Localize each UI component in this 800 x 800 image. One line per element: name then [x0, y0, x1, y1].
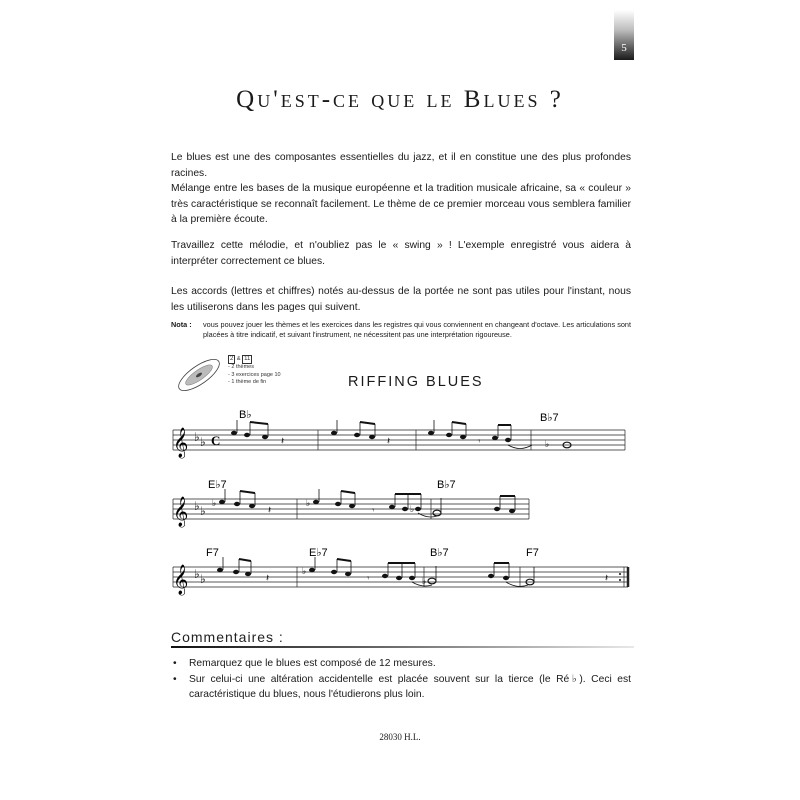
chord-symbol: F7 [526, 547, 539, 559]
rest-icon: 𝄽 [387, 436, 391, 447]
repeat-dot [619, 573, 621, 575]
treble-clef-icon: 𝄞 [173, 565, 189, 595]
cd-item-2: - 3 exercices page 10 [228, 371, 281, 378]
page-title: Qu'est-ce que le Blues ? [236, 86, 564, 113]
rest-icon: 𝄾 [367, 574, 370, 584]
nota-text: vous pouvez jouer les thèmes et les exercices dans les registres qui vous conviennent en changeant d'octave. Les articulations sont placées à titre indicatif, et suivant l'instrument, ne nécessitent pas une interprétation rigoureuse. [203, 320, 631, 339]
flat-icon: ♭ [194, 567, 200, 581]
repeat-dot [619, 579, 621, 581]
flat-icon: ♭ [545, 440, 550, 450]
cd-amp: & [236, 356, 241, 362]
flat-icon: ♭ [194, 499, 200, 513]
comments-divider [171, 646, 634, 648]
flat-icon: ♭ [200, 435, 206, 449]
chord-symbol: E♭7 [309, 547, 328, 559]
treble-clef-icon: 𝄞 [173, 497, 189, 527]
cd-item-1: - 2 thèmes [228, 364, 254, 370]
stems-row-3 [223, 557, 534, 582]
rest-icon: 𝄽 [268, 505, 272, 516]
staff-2 [173, 499, 529, 519]
rest-icon: 𝄽 [605, 573, 609, 584]
rest-icon: 𝄽 [266, 573, 270, 584]
flat-icon: ♭ [302, 567, 307, 577]
comment-item [171, 672, 631, 703]
time-signature: C [211, 433, 221, 448]
cd-track-b: 11 [244, 356, 251, 362]
cd-item-3: - 1 thème de fin [228, 379, 267, 385]
flat-icon: ♭ [200, 572, 206, 586]
page-footer: 28030 H.L. [379, 732, 421, 742]
tie [508, 445, 532, 449]
comments-list [171, 656, 631, 703]
staff-1 [173, 430, 625, 450]
chord-symbol: F7 [206, 547, 219, 559]
chord-symbol: B♭7 [540, 412, 559, 424]
rest-icon: 𝄽 [281, 436, 285, 447]
rest-icon: 𝄾 [372, 506, 375, 516]
comment-text: Sur celui-ci une altération accidentelle est placée souvent sur la tierce (le Ré♭). Ceci est caractéristique du blues, nous l'étudierons plus loin. [189, 673, 631, 700]
cd-disc-icon [174, 354, 224, 396]
notes-row-2 [219, 500, 515, 516]
bullet-icon: • [173, 673, 177, 685]
comment-text: Remarquez que le blues est composé de 12 mesures. [189, 658, 436, 669]
chord-symbol: E♭7 [208, 479, 227, 491]
practice-line-1: Travaillez cette mélodie, et n'oubliez pas le « swing » ! L'exemple enregistré vous aidera à interpréter correctement ce blues. [171, 240, 631, 267]
intro-line-1: Le blues est une des composantes essentielles du jazz, et il en constitue une des plus profondes racines. [171, 152, 631, 179]
flat-icon: ♭ [212, 499, 217, 509]
flat-icon: ♭ [200, 504, 206, 518]
cd-track-a: 2 [230, 356, 234, 362]
rest-icon: 𝄾 [478, 437, 481, 447]
treble-clef-icon: 𝄞 [173, 428, 189, 458]
piece-title: RIFFING BLUES [348, 374, 484, 390]
comment-item [171, 656, 631, 672]
flat-icon: ♭ [194, 430, 200, 444]
flat-icon: ♭ [410, 505, 415, 515]
intro-line-2: Mélange entre les bases de la musique européenne et la tradition musicale africaine, sa « couleur » très caractéristique se reconnaît facilement. Le thème de ce premier morceau vous semblera familier à la première écoute. [171, 183, 631, 225]
chords-line-1: Les accords (lettres et chiffres) notés au-dessus de la portée ne sont pas utiles pour l'instant, nous les utiliserons dans les pages qui suivent. [171, 286, 631, 313]
page-number: 5 [621, 42, 627, 54]
bullet-icon: • [173, 658, 177, 669]
flat-icon: ♭ [306, 499, 311, 509]
flat-icon: ♭ [422, 577, 427, 587]
comments-heading: Commentaires : [171, 629, 284, 645]
chord-symbol: B♭ [239, 409, 252, 421]
chord-symbol: B♭7 [437, 479, 456, 491]
tie [506, 582, 528, 586]
chord-symbol: B♭7 [430, 547, 449, 559]
nota-label: Nota : [171, 320, 192, 329]
